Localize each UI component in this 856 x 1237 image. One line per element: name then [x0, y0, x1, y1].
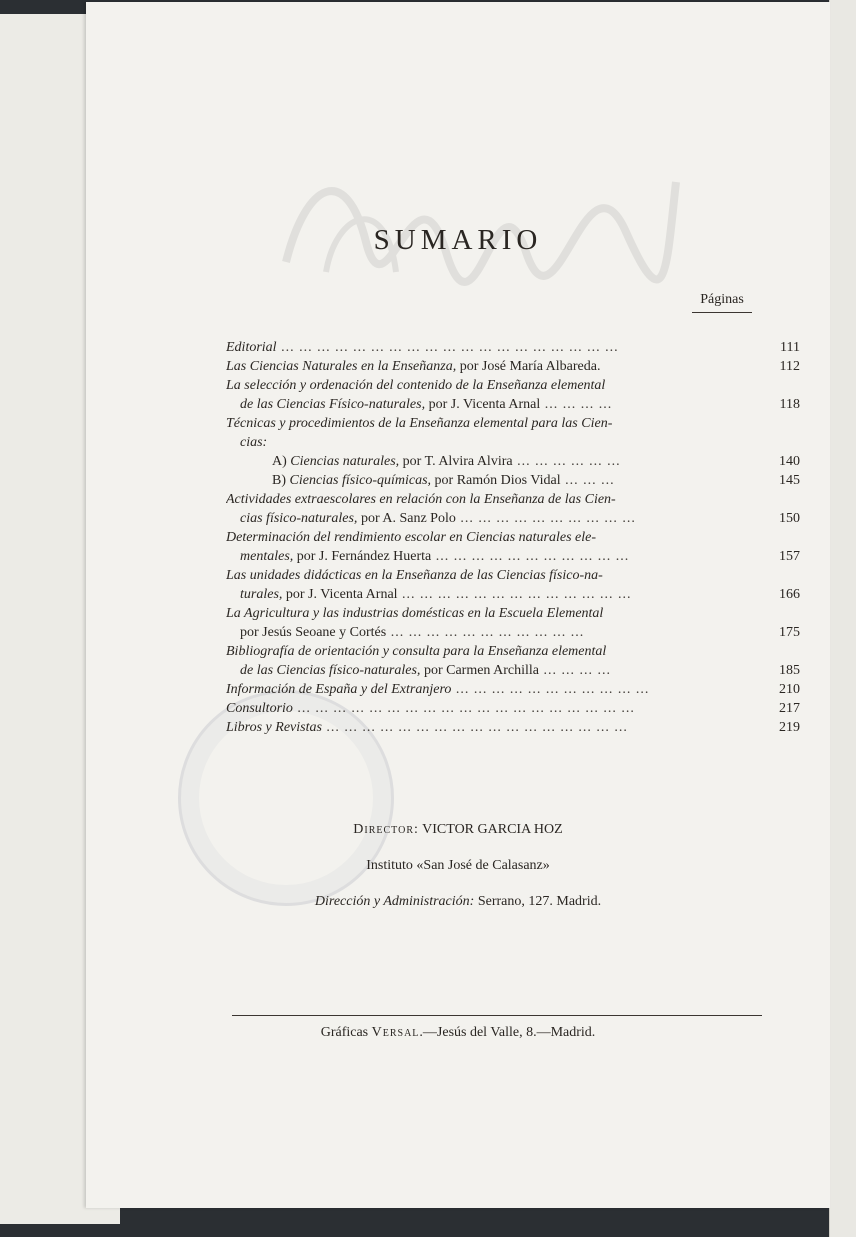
address-value: Serrano, 127. Madrid.	[474, 894, 602, 909]
table-of-contents	[226, 338, 800, 737]
toc-entry-line	[226, 623, 740, 642]
toc-entry-title: Las unidades didácticas en la Enseñanza de las Ciencias físico-na-	[226, 568, 603, 583]
toc-entry-title: Las Ciencias Naturales en la Enseñanza,	[226, 359, 457, 374]
toc-page-number: 118	[779, 397, 800, 412]
toc-entry	[226, 452, 800, 471]
toc-leader-dots: ... ... ... ...	[539, 663, 612, 678]
toc-entry-line	[226, 509, 740, 528]
toc-page-number: 157	[779, 549, 800, 564]
page-edge	[829, 0, 856, 1237]
toc-page-number: 219	[779, 720, 800, 735]
toc-entry-author: por J. Fernández Huerta	[293, 549, 432, 564]
toc-entry-title: Información de España y del Extranjero	[226, 682, 452, 697]
address-line	[86, 894, 830, 914]
toc-entry-line	[226, 642, 740, 661]
toc-entry-marker: A)	[272, 454, 291, 469]
toc-entry-line	[226, 585, 740, 604]
toc-leader-dots: ... ... ... ... ... ... ... ... ... ... ...	[451, 682, 650, 697]
toc-page-number: 140	[779, 454, 800, 469]
printer-prefix: Gráficas	[320, 1025, 372, 1040]
toc-leader-dots: ... ... ... ... ... ...	[512, 454, 621, 469]
toc-leader-dots: ... ... ... ... ... ... ... ... ... ... ... ... ... ... ... ... ... ... ...	[276, 340, 619, 355]
printer-rest: .—Jesús del Valle, 8.—Madrid.	[419, 1025, 596, 1040]
toc-entry-line	[226, 718, 740, 737]
toc-entry-title: de las Ciencias Físico-naturales,	[240, 397, 426, 412]
toc-leader-dots: ... ... ... ... ... ... ... ... ... ... ... ... ... ... ... ... ...	[321, 720, 628, 735]
toc-entry-title: Consultorio	[226, 701, 293, 716]
director-line	[86, 822, 830, 842]
toc-entry-line	[226, 566, 740, 585]
toc-entry-title: Ciencias naturales,	[290, 454, 400, 469]
toc-entry-title: Determinación del rendimiento escolar en Ciencias naturales ele-	[226, 530, 597, 545]
toc-entry-line	[226, 471, 740, 490]
toc-entry-title: turales,	[240, 587, 283, 602]
director-label: Director:	[353, 822, 419, 837]
pages-column-header: Páginas	[692, 292, 752, 313]
toc-entry-line	[226, 661, 740, 680]
institute-line: Instituto «San José de Calasanz»	[366, 858, 550, 873]
document-page	[86, 2, 830, 1208]
toc-entry-title: Técnicas y procedimientos de la Enseñanza elemental para las Cien-	[226, 416, 613, 431]
page-title: SUMARIO	[373, 224, 543, 256]
toc-entry	[226, 338, 800, 357]
toc-leader-dots: ... ... ... ... ... ... ... ... ... ...	[455, 511, 636, 526]
toc-entry	[226, 566, 800, 604]
printer-name: Versal	[371, 1025, 420, 1040]
toc-entry-line	[226, 357, 740, 376]
toc-entry-line	[226, 699, 740, 718]
toc-entry-title: La Agricultura y las industrias domésticas en la Escuela Elemental	[226, 606, 604, 621]
toc-page-number: 150	[779, 511, 800, 526]
toc-entry-title: Ciencias físico-químicas,	[289, 473, 432, 488]
toc-entry-line	[226, 338, 740, 357]
toc-entry	[226, 414, 740, 452]
toc-page-number: 210	[779, 682, 800, 697]
toc-entry-line	[226, 547, 740, 566]
toc-entry-title: mentales,	[240, 549, 294, 564]
toc-entry-title: de las Ciencias físico-naturales,	[240, 663, 421, 678]
toc-entry	[226, 376, 800, 414]
toc-entry-line	[226, 414, 740, 433]
address-label: Dirección y Administración:	[314, 894, 475, 909]
toc-entry-marker: B)	[272, 473, 290, 488]
toc-entry-line	[226, 376, 740, 395]
toc-entry-title: cias físico-naturales,	[240, 511, 358, 526]
printer-line	[86, 1025, 830, 1041]
toc-entry-title: La selección y ordenación del contenido de la Enseñanza elemental	[226, 378, 606, 393]
toc-leader-dots: ... ... ... ...	[540, 397, 613, 412]
toc-entry	[226, 680, 800, 699]
toc-entry	[226, 357, 800, 376]
toc-entry-line	[226, 433, 740, 452]
toc-page-number: 166	[779, 587, 800, 602]
toc-page-number: 217	[779, 701, 800, 716]
watermark-logo	[266, 122, 686, 292]
toc-entry-title: Actividades extraescolares en relación con la Enseñanza de las Cien-	[226, 492, 616, 507]
toc-entry	[226, 718, 800, 737]
toc-page-number: 175	[779, 625, 800, 640]
toc-leader-dots: ... ... ... ... ... ... ... ... ... ... ... ... ... ... ... ... ... ... ...	[292, 701, 635, 716]
toc-page-number: 185	[779, 663, 800, 678]
toc-entry-line	[226, 452, 740, 471]
toc-entry-line	[226, 604, 740, 623]
toc-leader-dots: ... ... ... ... ... ... ... ... ... ... ...	[386, 625, 585, 640]
toc-entry-author: por A. Sanz Polo	[357, 511, 456, 526]
toc-entry-author: por Ramón Dios Vidal	[431, 473, 561, 488]
toc-entry	[226, 699, 800, 718]
toc-entry-title: Bibliografía de orientación y consulta para la Enseñanza elemental	[226, 644, 607, 659]
toc-entry-line	[226, 395, 740, 414]
toc-entry	[226, 642, 800, 680]
toc-entry-line	[226, 680, 740, 699]
toc-entry	[226, 490, 800, 528]
toc-entry-author: por Jesús Seoane y Cortés	[240, 625, 387, 640]
toc-entry-author: por J. Vicenta Arnal	[425, 397, 541, 412]
toc-page-number: 145	[779, 473, 800, 488]
toc-entry-author: por José María Albareda.	[456, 359, 601, 374]
toc-leader-dots: ... ... ... ... ... ... ... ... ... ... ...	[431, 549, 630, 564]
toc-page-number: 111	[780, 340, 800, 355]
toc-entry-line	[226, 490, 740, 509]
director-name: VICTOR GARCIA HOZ	[422, 822, 563, 837]
toc-entry-author: por J. Vicenta Arnal	[282, 587, 398, 602]
toc-entry	[226, 604, 800, 642]
footer-rule	[232, 1015, 762, 1016]
masthead	[86, 822, 830, 930]
toc-entry	[226, 528, 800, 566]
toc-entry	[226, 471, 800, 490]
toc-leader-dots: ... ... ... ... ... ... ... ... ... ... ... ... ...	[397, 587, 632, 602]
toc-page-number: 112	[779, 359, 800, 374]
toc-entry-author: por Carmen Archilla	[420, 663, 540, 678]
toc-entry-title: cias:	[240, 435, 268, 450]
toc-entry-line	[226, 528, 740, 547]
toc-entry-author: por T. Alvira Alvira	[399, 454, 513, 469]
toc-leader-dots: ... ... ...	[560, 473, 615, 488]
toc-entry-title: Libros y Revistas	[226, 720, 322, 735]
toc-entry-title: Editorial	[226, 340, 277, 355]
